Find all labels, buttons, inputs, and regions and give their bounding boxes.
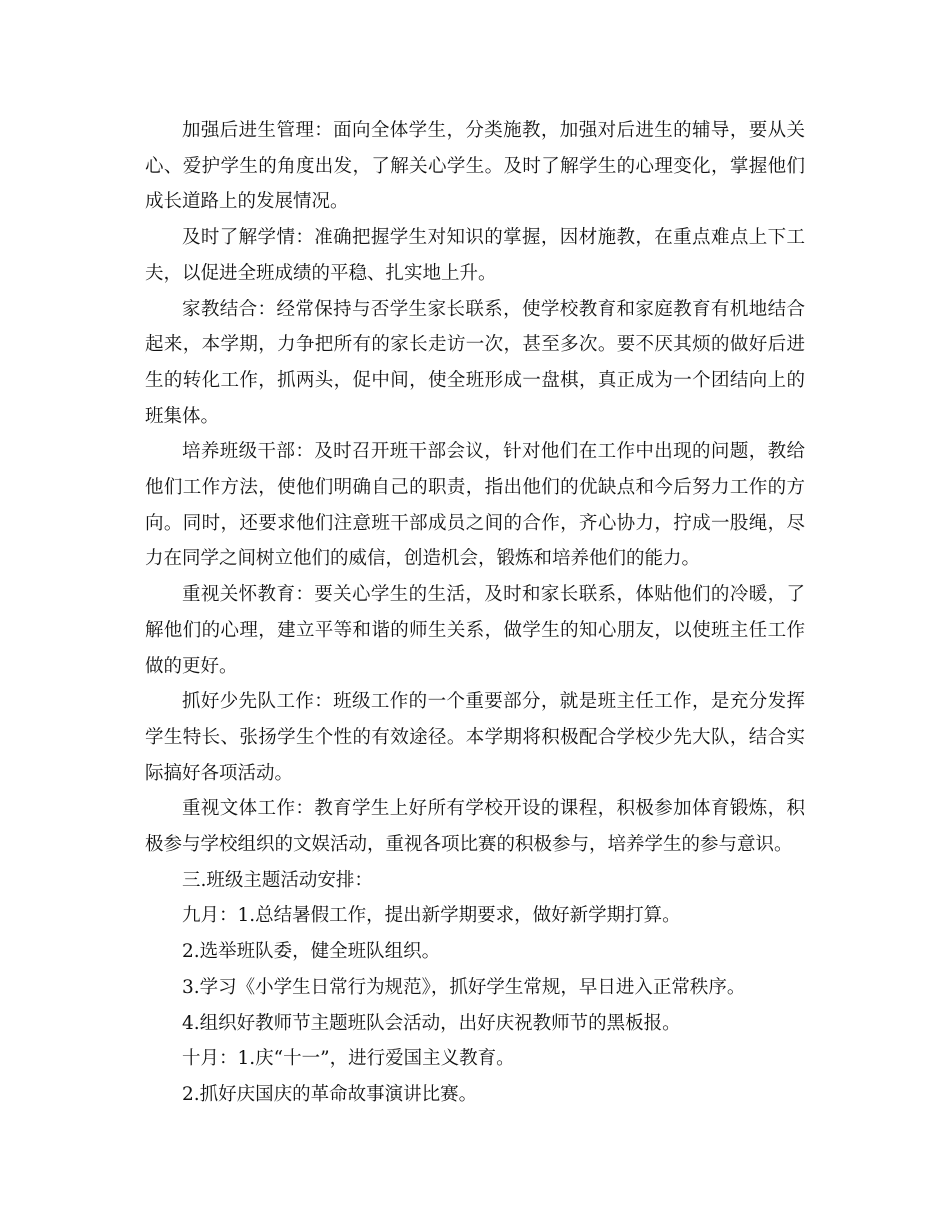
paragraph-learning-status: 及时了解学情：准确把握学生对知识的掌握，因材施教，在重点难点上下工夫，以促进全班成绩的平稳、扎实地上升。	[145, 227, 805, 284]
paragraph-sports-culture: 重视文体工作：教育学生上好所有学校开设的课程，积极参加体育锻炼，积极参与学校组织的文娱活动，重视各项比赛的积极参与，培养学生的参与意识。	[145, 798, 805, 856]
schedule-item: 3.学习《小学生日常行为规范》，抓好学生常规，早日进入正常秩序。	[182, 976, 746, 998]
paragraph-underachiever-management: 加强后进生管理：面向全体学生，分类施教，加强对后进生的辅导，要从关心、爱护学生的角度出发，了解关心学生。及时了解学生的心理变化，掌握他们成长道路上的发展情况。	[145, 120, 805, 213]
paragraph-young-pioneers: 抓好少先队工作：班级工作的一个重要部分，就是班主任工作，是充分发挥学生特长、张扬学生个性的有效途径。本学期将积极配合学校少先大队，结合实际搞好各项活动。	[145, 691, 805, 784]
paragraph-class-cadres: 培养班级干部：及时召开班干部会议，针对他们在工作中出现的问题，教给他们工作方法，使他们明确自己的职责，指出他们的优缺点和今后努力工作的方向。同时，还要求他们注意班干部成员之间的合作，齐心协力，拧成一股绳，尽力在同学之间树立他们的威信，创造机会，锻炼和培养他们的能力。	[145, 441, 805, 570]
schedule-item: 十月：1.庆“十一”，进行爱国主义教育。	[182, 1048, 515, 1070]
schedule-item: 2.选举班队委，健全班队组织。	[182, 941, 441, 963]
document-body	[145, 113, 805, 1113]
section-heading: 三.班级主题活动安排：	[182, 869, 373, 891]
paragraph-care-education: 重视关怀教育：要关心学生的生活，及时和家长联系，体贴他们的冷暖，了解他们的心理，建立平等和谐的师生关系，做学生的知心朋友，以使班主任工作做的更好。	[145, 584, 805, 677]
schedule-item: 九月：1.总结暑假工作，提出新学期要求，做好新学期打算。	[182, 905, 681, 927]
paragraph-home-school: 家教结合：经常保持与否学生家长联系，使学校教育和家庭教育有机地结合起来，本学期，力争把所有的家长走访一次，甚至多次。要不厌其烦的做好后进生的转化工作，抓两头，促中间，使全班形成一盘棋，真正成为一个团结向上的班集体。	[145, 298, 805, 427]
schedule-item: 2.抓好庆国庆的革命故事演讲比赛。	[182, 1083, 478, 1105]
schedule-item: 4.组织好教师节主题班队会活动，出好庆祝教师节的黑板报。	[182, 1012, 681, 1034]
